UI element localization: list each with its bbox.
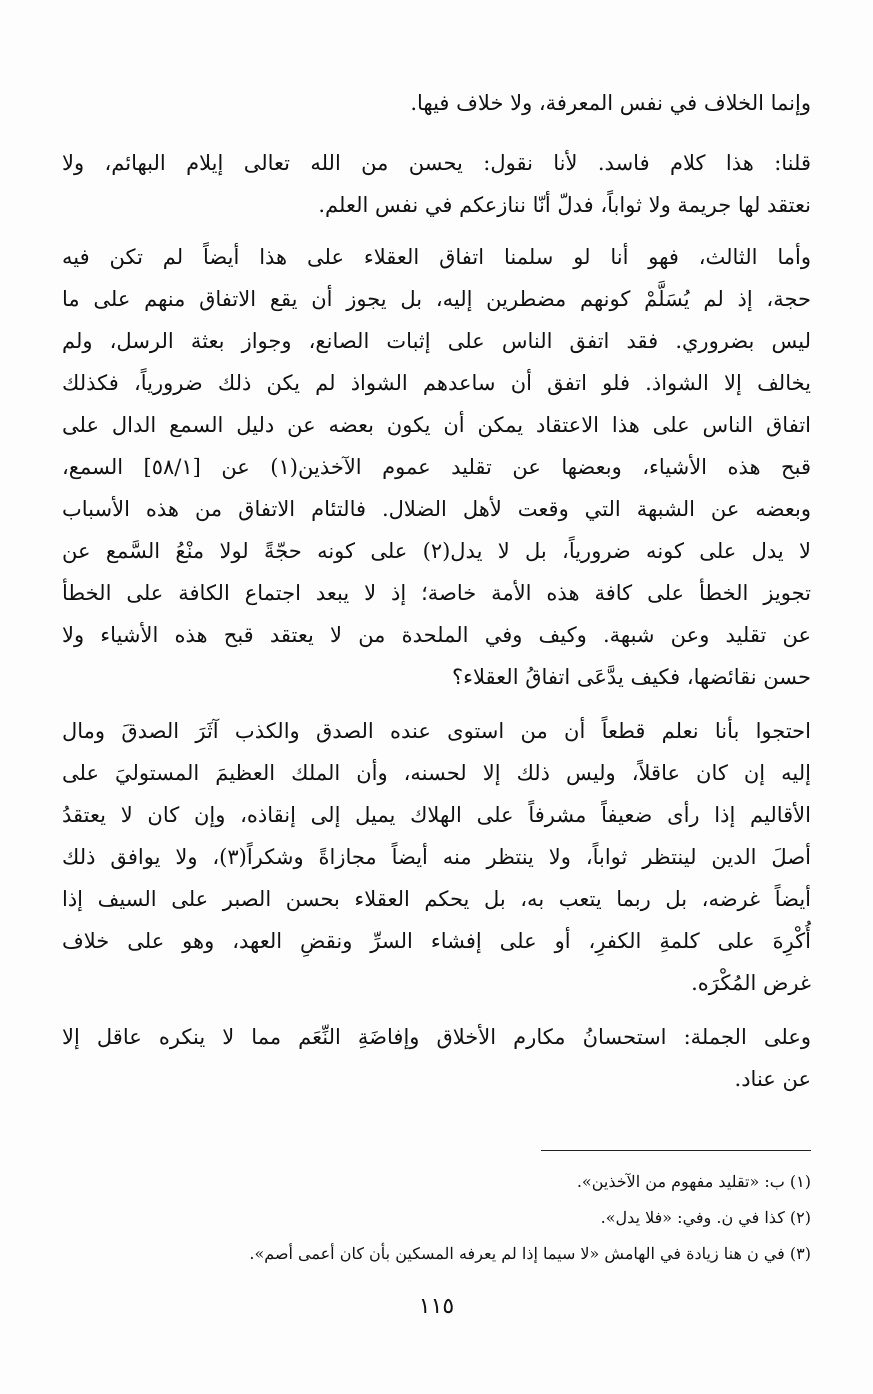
footnote: (٢) كذا في ن. وفي: «فلا يدل». xyxy=(600,1208,811,1227)
text-line: غرض المُكْرَه. xyxy=(691,971,811,995)
page-number: ١١٥ xyxy=(418,1294,455,1319)
text-line: حسن نقائضها، فكيف يدَّعَى اتفاقُ العقلاء؟ xyxy=(452,665,811,689)
text-line: عن تقليد وعن شبهة. وكيف وفي الملحدة من لا يعتقد قبح هذه الأشياء ولا xyxy=(62,623,811,647)
text-line: احتجوا بأنا نعلم قطعاً أن من استوى عنده الصدق والكذب آثَرَ الصدقَ ومال xyxy=(62,719,811,743)
text-line: ليس بضروري. فقد اتفق الناس على إثبات الصانع، وجواز بعثة الرسل، ولم xyxy=(62,329,811,353)
footnote: (٣) في ن هنا زيادة في الهامش «لا سيما إذا لم يعرفه المسكين بأن كان أعمى أصم». xyxy=(249,1244,811,1263)
text-line: وأما الثالث، فهو أنا لو سلمنا اتفاق العقلاء على هذا أيضاً لم تكن فيه xyxy=(62,245,811,269)
footnote: (١) ب: «تقليد مفهوم من الآخذين». xyxy=(576,1172,811,1191)
footnote-separator xyxy=(541,1150,811,1151)
text-line: نعتقد لها جريمة ولا ثواباً، فدلّ أنّا ننازعكم في نفس العلم. xyxy=(318,193,811,217)
text-line: اتفاق الناس على هذا الاعتقاد يمكن أن يكون بعضه عن دليل السمع الدال على xyxy=(62,413,811,437)
text-line: الأقاليم إذا رأى ضعيفاً مشرفاً على الهلاك يميل إلى إنقاذه، وإن كان لا يعتقدُ xyxy=(62,803,811,827)
text-line: قبح هذه الأشياء، وبعضها عن تقليد عموم الآخذين(١) عن [٥٨/١] السمع، xyxy=(62,455,811,479)
text-line: أيضاً غرضه، بل ربما يتعب به، بل يحكم العقلاء بحسن الصبر على السيف إذا xyxy=(62,887,811,911)
text-line: إليه إن كان عاقلاً، وليس ذلك إلا لحسنه، وأن الملك العظيمَ المستوليَ على xyxy=(62,761,811,785)
text-line: يخالف إلا الشواذ. فلو اتفق أن ساعدهم الشواذ لم يكن ذلك ضرورياً، فكذلك xyxy=(62,371,811,395)
text-line: حجة، إذ لم يُسَلَّمْ كونهم مضطرين إليه، بل يجوز أن يقع الاتفاق منهم على ما xyxy=(62,287,811,311)
text-line: لا يدل على كونه ضرورياً، بل لا يدل(٢) على كونه حجّةً لولا منْعُ السَّمع عن xyxy=(62,539,811,563)
text-line: أُكْرِهَ على كلمةِ الكفرِ، أو على إفشاء السرِّ ونقضِ العهد، وهو على خلاف xyxy=(62,929,811,953)
text-line: أصلَ الدين لينتظر ثواباً، ولا ينتظر منه أيضاً مجازاةً وشكراً(٣)، ولا يوافق ذلك xyxy=(62,845,811,869)
text-line: تجويز الخطأ على كافة هذه الأمة خاصة؛ إذ لا يبعد اجتماع الكافة على الخطأ xyxy=(62,581,811,605)
text-line: عن عناد. xyxy=(734,1067,811,1091)
text-line: قلنا: هذا كلام فاسد. لأنا نقول: يحسن من الله تعالى إيلام البهائم، ولا xyxy=(62,151,811,175)
text-line: وعلى الجملة: استحسانُ مكارم الأخلاق وإفاضَةِ النِّعَم مما لا ينكره عاقل إلا xyxy=(62,1025,811,1049)
text-line: وبعضه عن الشبهة التي وقعت لأهل الضلال. فالتئام الاتفاق من هذه الأسباب xyxy=(62,497,811,521)
text-line: وإنما الخلاف في نفس المعرفة، ولا خلاف فيها. xyxy=(410,91,811,115)
